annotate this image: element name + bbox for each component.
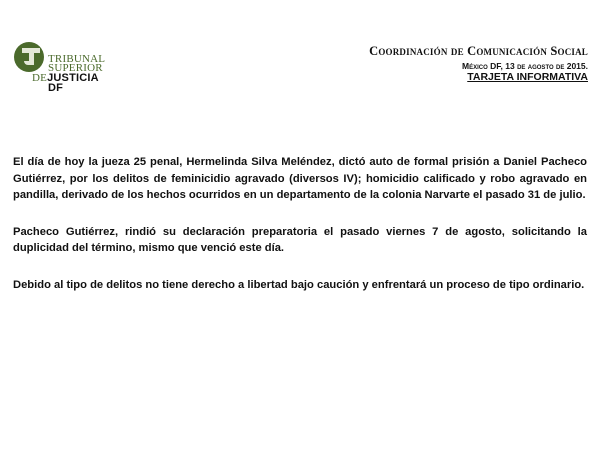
logo-text-tribunal: TRIBUNAL [48, 53, 106, 65]
logo-text-de-justicia [32, 73, 99, 83]
document-type: TARJETA INFORMATIVA [467, 71, 588, 83]
logo-text-superior: SUPERIOR [48, 62, 103, 74]
organization-title: Coordinación de Comunicación Social [369, 44, 588, 58]
paragraph: El día de hoy la jueza 25 penal, Hermelinda Silva Meléndez, dictó auto de formal prisión a Daniel Pacheco Gutiérrez, por los delitos de feminicidio agravado (diversos IV); homicidio calificado y robo agravado en pandilla, derivado de los hechos ocurridos en un departamento de la colonia Narvarte el pasado 31 de julio. [13, 156, 587, 201]
paragraph: Debido al tipo de delitos no tiene derecho a libertad bajo caución y enfrentará un proceso de tipo ordinario. [13, 278, 585, 291]
logo-text-justicia: JUSTICIA [47, 72, 99, 84]
date-line: México DF, 13 de agosto de 2015. [462, 61, 588, 71]
logo-text-df: DF [48, 82, 64, 94]
document-header [369, 44, 588, 83]
tribunal-logo [12, 42, 122, 98]
document-body [13, 154, 587, 313]
logo-text-de: DE [32, 72, 48, 84]
paragraph: Pacheco Gutiérrez, rindió su declaración preparatoria el pasado viernes 7 de agosto, solicitando la duplicidad del término, mismo que venció este día. [13, 225, 587, 254]
tsj-emblem-icon [14, 42, 44, 72]
